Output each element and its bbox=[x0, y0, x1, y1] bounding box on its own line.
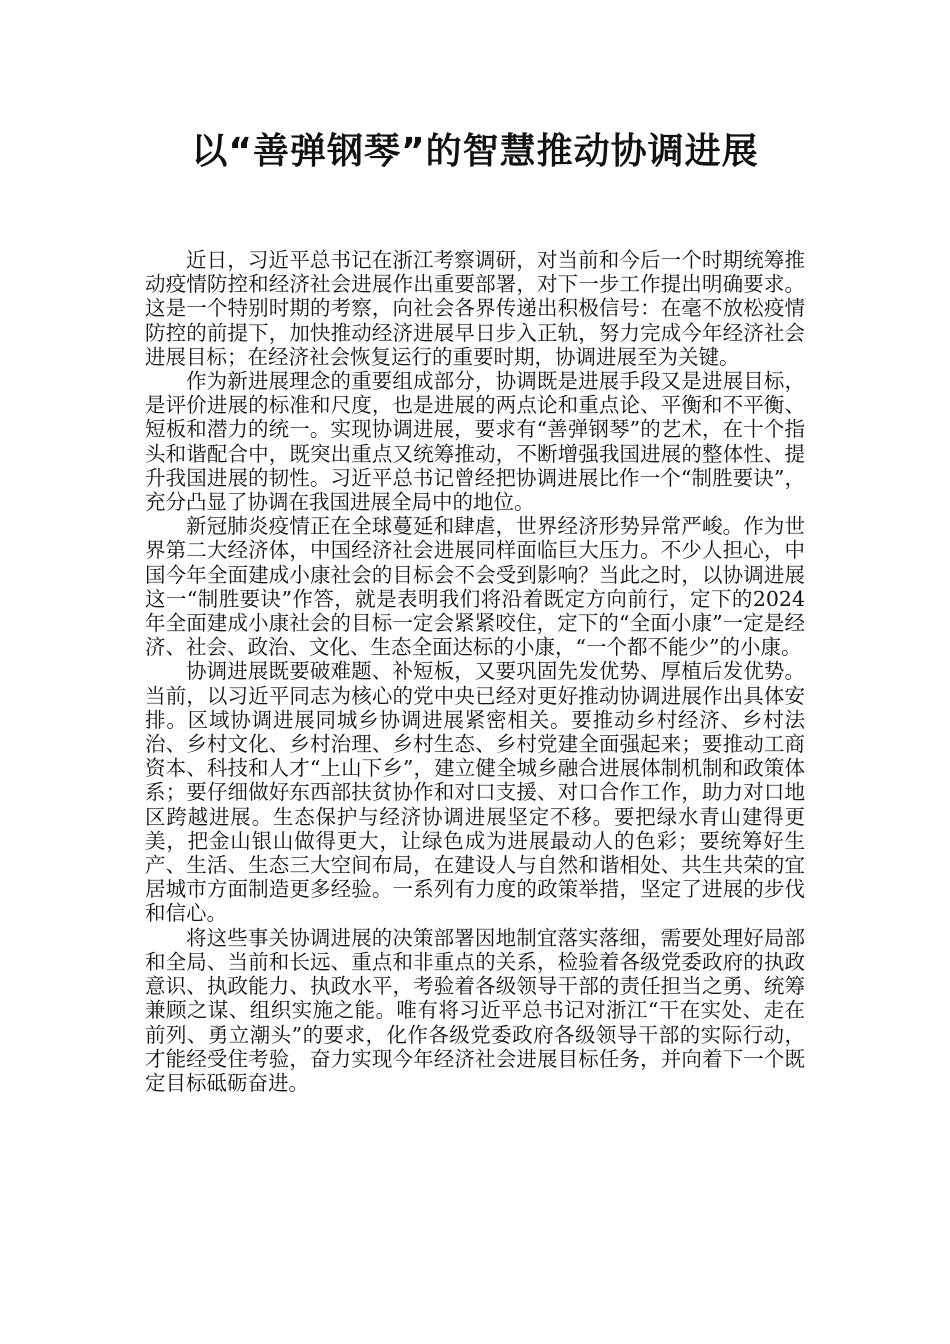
paragraph-1: 近日，习近平总书记在浙江考察调研，对当前和今后一个时期统筹推动疫情防控和经济社会进展作出重要部署，对下一步工作提出明确要求。这是一个特别时期的考察，向社会各界传递出积极信号：在毫不放松疫情防控的前提下，加快推动经济进展早日步入正轨，努力完成今年经济社会进展目标；在经济社会恢复运行的重要时期，协调进展至为关键。 bbox=[145, 248, 805, 369]
paragraph-5: 将这些事关协调进展的决策部署因地制宜落实落细，需要处理好局部和全局、当前和长远、重点和非重点的关系，检验着各级党委政府的执政意识、执政能力、执政水平，考验着各级领导干部的责任担当之勇、统筹兼顾之谋、组织实施之能。唯有将习近平总书记对浙江“干在实处、走在前列、勇立潮头”的要求，化作各级党委政府各级领导干部的实际行动，才能经受住考验，奋力实现今年经济社会进展目标任务，并向着下一个既定目标砥砺奋进。 bbox=[145, 925, 805, 1095]
paragraph-4: 协调进展既要破难题、补短板，又要巩固先发优势、厚植后发优势。当前，以习近平同志为核心的党中央已经对更好推动协调进展作出具体安排。区域协调进展同城乡协调进展紧密相关。要推动乡村经济、乡村法治、乡村文化、乡村治理、乡村生态、乡村党建全面强起来；要推动工商资本、科技和人才“上山下乡”，建立健全城乡融合进展体制机制和政策体系；要仔细做好东西部扶贫协作和对口支援、对口合作工作，助力对口地区跨越进展。生态保护与经济协调进展坚定不移。要把绿水青山建得更美，把金山银山做得更大，让绿色成为进展最动人的色彩；要统筹好生产、生活、生态三大空间布局，在建设人与自然和谐相处、共生共荣的宜居城市方面制造更多经验。一系列有力度的政策举措，坚定了进展的步伐和信心。 bbox=[145, 659, 805, 926]
paragraph-3: 新冠肺炎疫情正在全球蔓延和肆虐，世界经济形势异常严峻。作为世界第二大经济体，中国经济社会进展同样面临巨大压力。不少人担心，中国今年全面建成小康社会的目标会不会受到影响？当此之时，以协调进展这一“制胜要诀”作答，就是表明我们将沿着既定方向前行，定下的2024年全面建成小康社会的目标一定会紧紧咬住，定下的“全面小康”一定是经济、社会、政治、文化、生态全面达标的小康，“一个都不能少”的小康。 bbox=[145, 514, 805, 660]
paragraph-2: 作为新进展理念的重要组成部分，协调既是进展手段又是进展目标，是评价进展的标准和尺度，也是进展的两点论和重点论、平衡和不平衡、短板和潜力的统一。实现协调进展，要求有“善弹钢琴”的艺术，在十个指头和谐配合中，既突出重点又统筹推动，不断增强我国进展的整体性、提升我国进展的韧性。习近平总书记曾经把协调进展比作一个“制胜要诀”，充分凸显了协调在我国进展全局中的地位。 bbox=[145, 369, 805, 515]
document-body bbox=[145, 248, 805, 1095]
document-title: 以“善弹钢琴”的智慧推动协调进展 bbox=[191, 131, 759, 172]
